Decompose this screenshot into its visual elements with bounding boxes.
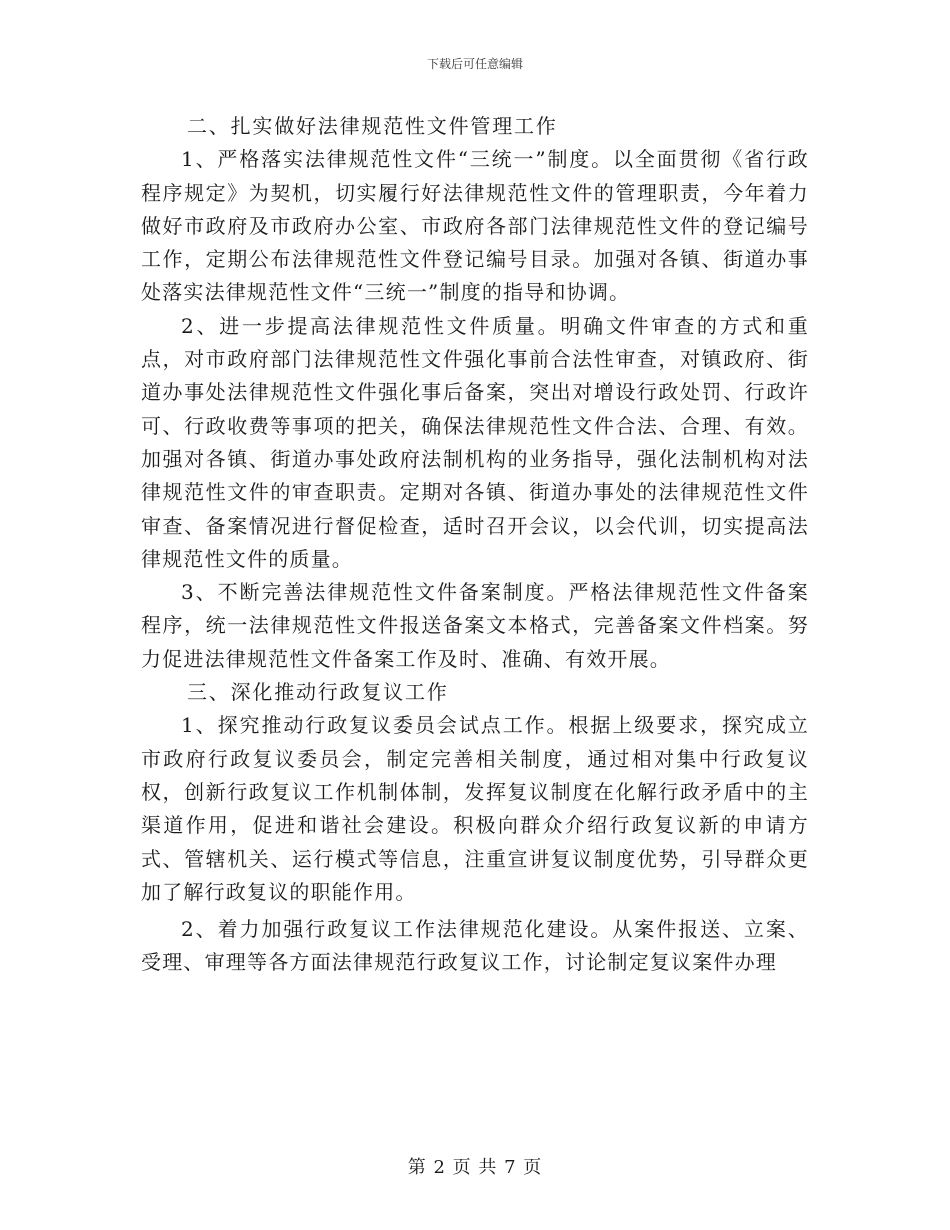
section-heading: 三、深化推动行政复议工作	[187, 680, 449, 705]
page-number: 第 2 页 共 7 页	[407, 1157, 543, 1178]
paragraph: 1、严格落实法律规范性文件“三统一”制度。以全面贯彻《省行政程序规定》为契机，切实履行好法律规范性文件的管理职责，今年着力做好市政府及市政府办公室、市政府各部门法律规范性文件的登记编号工作，定期公布法律规范性文件登记编号目录。加强对各镇、街道办事处落实法律规范性文件“三统一”制度的指导和协调。	[141, 147, 809, 305]
paragraph: 3、不断完善法律规范性文件备案制度。严格法律规范性文件备案程序，统一法律规范性文件报送备案文本格式，完善备案文件档案。努力促进法律规范性文件备案工作及时、准确、有效开展。	[141, 580, 809, 671]
paragraph: 2、着力加强行政复议工作法律规范化建设。从案件报送、立案、受理、审理等各方面法律规范行政复议工作，讨论制定复议案件办理	[141, 917, 809, 975]
section-heading: 二、扎实做好法律规范性文件管理工作	[187, 114, 558, 138]
header-note: 下载后可任意编辑	[426, 57, 523, 71]
paragraph: 1、探究推动行政复议委员会试点工作。根据上级要求，探究成立市政府行政复议委员会，制定完善相关制度，通过相对集中行政复议权，创新行政复议工作机制体制，发挥复议制度在化解行政矛盾中的主渠道作用，促进和谐社会建设。积极向群众介绍行政复议新的申请方式、管辖机关、运行模式等信息，注重宣讲复议制度优势，引导群众更加了解行政复议的职能作用。	[141, 713, 809, 904]
document-body	[141, 110, 809, 980]
paragraph: 2、进一步提高法律规范性文件质量。明确文件审查的方式和重点，对市政府部门法律规范性文件强化事前合法性审查，对镇政府、街道办事处法律规范性文件强化事后备案，突出对增设行政处罚、行政许可、行政收费等事项的把关，确保法律规范性文件合法、合理、有效。加强对各镇、街道办事处政府法制机构的业务指导，强化法制机构对法律规范性文件的审查职责。定期对各镇、街道办事处的法律规范性文件审查、备案情况进行督促检查，适时召开会议，以会代训，切实提高法律规范性文件的质量。	[141, 313, 809, 571]
